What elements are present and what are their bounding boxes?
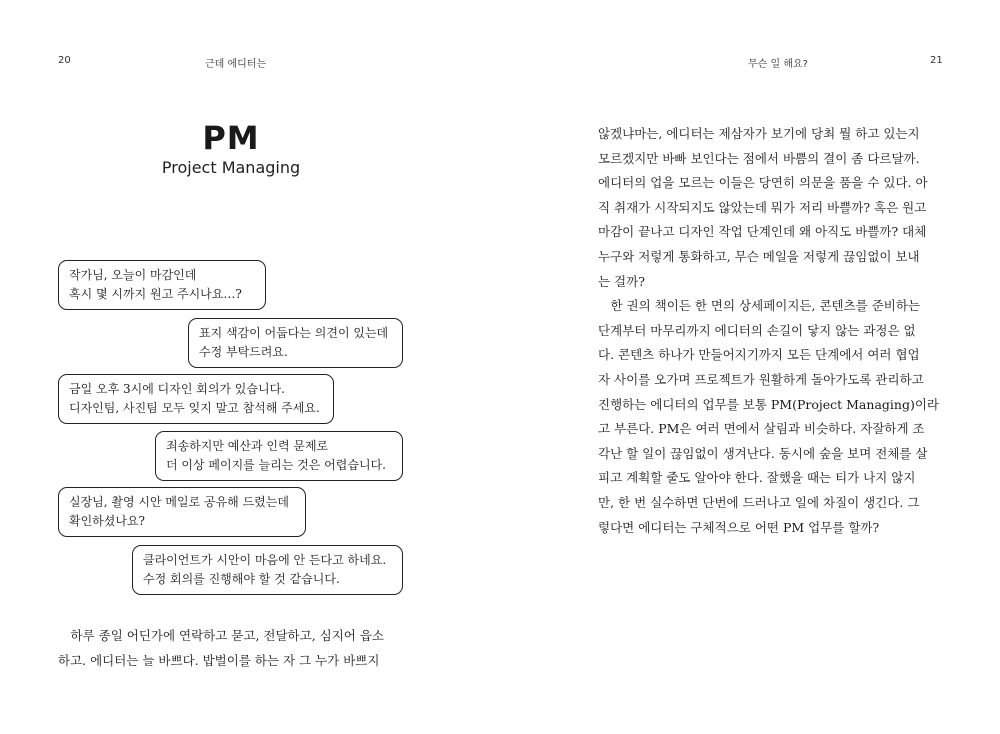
speech-bubble <box>58 374 334 424</box>
body-line: 하고. 에디터는 늘 바쁘다. 밥벌이를 하는 자 그 누가 바쁘지 <box>58 653 380 668</box>
body-line: 렇다면 에디터는 구체적으로 어떤 PM 업무를 할까? <box>598 519 880 535</box>
body-line: 한 권의 책이든 한 면의 상세페이지든, 콘텐츠를 준비하는 <box>598 298 921 314</box>
running-head-right: 무슨 일 해요? <box>748 59 808 70</box>
bubble-line: 실장님, 촬영 시안 메일로 공유해 드렸는데 <box>69 495 289 509</box>
bubble-line: 작가님, 오늘이 마감인데 <box>69 268 197 282</box>
body-line: 에디터의 업을 모르는 이들은 당연히 의문을 품을 수 있다. 아 <box>598 175 928 191</box>
bubble-line: 수정 회의를 진행해야 할 것 같습니다. <box>143 572 340 586</box>
bubble-line: 확인하셨나요? <box>69 514 145 528</box>
bubble-line: 더 이상 페이지를 늘리는 것은 어렵습니다. <box>166 458 386 472</box>
bubble-line: 수정 부탁드려요. <box>199 345 288 359</box>
body-line: 는 걸까? <box>598 273 645 289</box>
bubble-line: 죄송하지만 예산과 인력 문제로 <box>166 439 329 453</box>
left-body-text <box>58 623 408 673</box>
body-line: 하루 종일 어딘가에 연락하고 묻고, 전달하고, 심지어 읍소 <box>58 628 384 643</box>
body-line: 단계부터 마무리까지 에디터의 손길이 닿지 않는 과정은 없 <box>598 322 916 338</box>
section-subtitle: Project Managing <box>161 158 301 177</box>
body-line: 자 사이를 오가며 프로젝트가 원활하게 돌아가도록 관리하고 <box>598 371 924 387</box>
section-title: PM <box>202 119 260 157</box>
body-line: 진행하는 에디터의 업무를 보통 PM(Project Managing)이라 <box>598 396 939 412</box>
body-line: 피고 계획할 줄도 알아야 한다. 잘했을 때는 티가 나지 않지 <box>598 470 916 486</box>
right-body-text <box>598 122 943 540</box>
bubble-line: 표지 색감이 어둡다는 의견이 있는데 <box>199 326 389 340</box>
running-head-left: 근데 에디터는 <box>205 59 267 70</box>
section-title-block <box>0 120 462 178</box>
speech-bubble <box>58 487 306 537</box>
body-line: 않겠냐마는, 에디터는 제삼자가 보기에 당최 뭘 하고 있는지 <box>598 126 920 141</box>
bubble-line: 클라이언트가 시안이 마음에 안 든다고 하네요. <box>143 553 387 567</box>
body-line: 고 부른다. PM은 여러 면에서 살림과 비슷하다. 자잘하게 조 <box>598 421 925 437</box>
body-line: 모르겠지만 바빠 보인다는 점에서 바쁨의 결이 좀 다르달까. <box>598 150 920 166</box>
body-line: 직 취재가 시작되지도 않았는데 뭐가 저리 바쁠까? 혹은 원고 <box>598 199 927 215</box>
speech-bubble <box>132 545 403 595</box>
body-line: 다. 콘텐츠 하나가 만들어지기까지 모든 단계에서 여러 협업 <box>598 347 920 363</box>
bubble-line: 혹시 몇 시까지 원고 주시나요…? <box>69 287 242 301</box>
speech-bubble <box>58 260 266 310</box>
body-line: 누구와 저렇게 통화하고, 무슨 메일을 저렇게 끊임없이 보내 <box>598 248 920 264</box>
body-line: 만, 한 번 실수하면 단번에 드러나고 일에 차질이 생긴다. 그 <box>598 494 920 510</box>
body-line: 각난 할 일이 끊임없이 생겨난다. 동시에 숲을 보며 전체를 살 <box>598 445 928 461</box>
speech-bubble <box>188 318 403 368</box>
page-number-right: 21 <box>930 55 943 66</box>
bubble-line: 금일 오후 3시에 디자인 회의가 있습니다. <box>69 382 285 396</box>
body-line: 마감이 끝나고 디자인 작업 단계인데 왜 아직도 바쁠까? 대체 <box>598 224 927 240</box>
bubble-line: 디자인팀, 사진팀 모두 잊지 말고 참석해 주세요. <box>69 401 320 415</box>
page-number-left: 20 <box>58 55 71 66</box>
speech-bubble <box>155 431 403 481</box>
